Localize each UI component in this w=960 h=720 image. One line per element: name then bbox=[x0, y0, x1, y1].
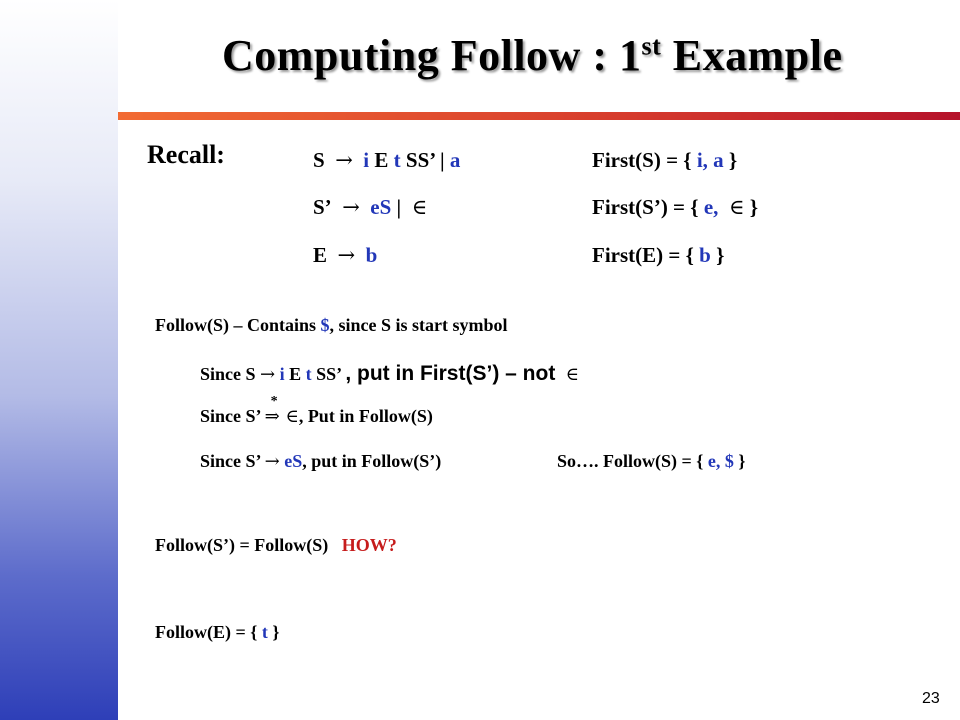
title-underline bbox=[118, 112, 960, 120]
follow-e-statement: Follow(E) = { t } bbox=[155, 622, 280, 642]
since-line-2: Since S’ * ⇒ ∈, Put in Follow(S) bbox=[200, 394, 433, 427]
first-set-sprime: First(S’) = { e, ∈ } bbox=[592, 195, 758, 219]
grammar-rule-s: S → i E t SS’ | a bbox=[313, 148, 461, 172]
grammar-rule-sprime: S’ → eS | ∈ bbox=[313, 195, 428, 219]
page-number: 23 bbox=[922, 690, 940, 707]
follow-s-result: So…. Follow(S) = { e, $ } bbox=[557, 451, 746, 471]
follow-s-statement: Follow(S) – Contains $, since S is start symbol bbox=[155, 315, 508, 335]
recall-label: Recall: bbox=[147, 140, 225, 169]
derives-star-arrow: * ⇒ bbox=[264, 394, 280, 427]
first-set-s: First(S) = { i, a } bbox=[592, 148, 738, 172]
since-line-3: Since S’ → eS, put in Follow(S’) bbox=[200, 451, 442, 472]
first-set-e: First(E) = { b } bbox=[592, 243, 725, 267]
left-gradient-sidebar bbox=[0, 0, 118, 720]
follow-sprime-statement: Follow(S’) = Follow(S) HOW? bbox=[155, 535, 397, 555]
since-line-1: Since S → i E t SS’ , put in First(S’) – not ∈ bbox=[200, 362, 579, 385]
slide-title: Computing Follow : 1st Example bbox=[222, 31, 843, 80]
grammar-rule-e: E → b bbox=[313, 243, 378, 267]
